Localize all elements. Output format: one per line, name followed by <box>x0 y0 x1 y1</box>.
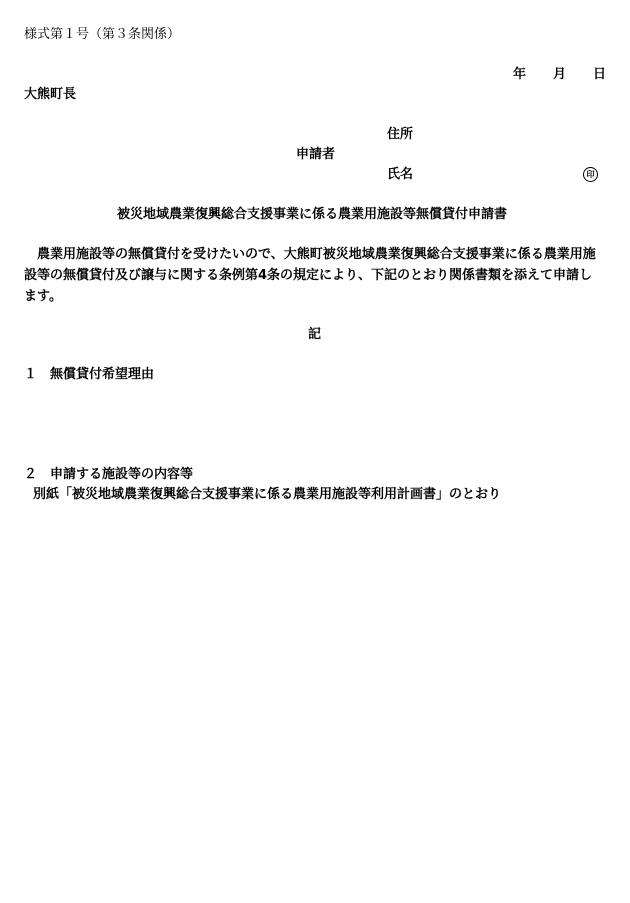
ki-heading: 記 <box>308 327 322 342</box>
date-month-label: 月 <box>553 67 567 82</box>
date-year-label: 年 <box>513 67 527 82</box>
body-paragraph: 農業用施設等の無償貸付を受けたいので、大熊町被災地域農業復興総合支援事業に係る農業用施設等の無償貸付及び譲与に関する条例第4条の規定により、下記のとおり関係書類を添えて申請します。 <box>24 247 596 304</box>
section2-detail: 別紙「被災地域農業復興総合支援事業に係る農業用施設等利用計画書」のとおり <box>33 487 502 502</box>
seal-mark: 印 <box>583 167 598 182</box>
section2-heading: ２ 申請する施設等の内容等 <box>24 467 194 482</box>
date-day-label: 日 <box>593 67 607 82</box>
addressee: 大熊町長 <box>24 87 77 102</box>
applicant-label: 申請者 <box>296 147 336 162</box>
document-title: 被災地域農業復興総合支援事業に係る農業用施設等無償貸付申請書 <box>117 207 508 222</box>
section1-heading: １ 無償貸付希望理由 <box>24 367 155 382</box>
address-label: 住所 <box>387 127 414 142</box>
name-label: 氏名 <box>387 167 414 182</box>
form-header: 様式第１号（第３条関係） <box>24 27 181 42</box>
